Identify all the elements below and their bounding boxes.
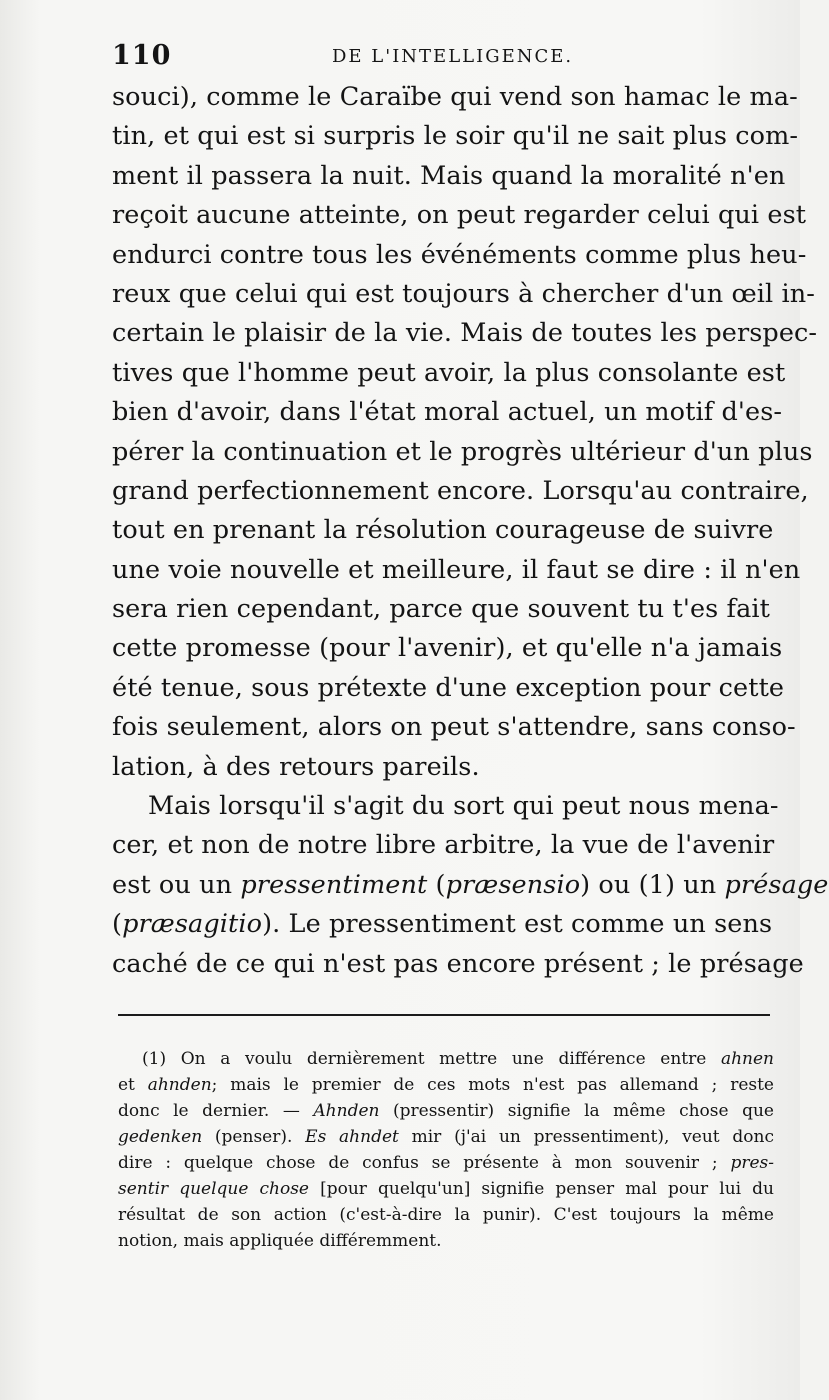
text-span: est ou un bbox=[112, 869, 241, 900]
text-span: dire : quelque chose de confus se présente à mon souvenir ; bbox=[118, 1153, 731, 1173]
footnote bbox=[118, 1046, 774, 1254]
text-span: (pressentir) signifie la même chose que bbox=[379, 1101, 774, 1121]
italic-term: pres- bbox=[730, 1153, 774, 1173]
body-text bbox=[112, 78, 829, 984]
text-line: bien d'avoir, dans l'état moral actuel, un motif d'es- bbox=[112, 397, 783, 428]
text-line bbox=[112, 866, 829, 905]
page-header bbox=[112, 40, 772, 76]
italic-term: præsagitio bbox=[122, 909, 263, 940]
text-line: été tenue, sous prétexte d'une exception pour cette bbox=[112, 672, 785, 703]
text-span: ( bbox=[427, 869, 446, 900]
text-line: grand perfectionnement encore. Lorsqu'au contraire, bbox=[112, 475, 809, 506]
footnote-line bbox=[118, 1046, 774, 1072]
text-line: souci), comme le Caraïbe qui vend son hamac le ma- bbox=[112, 82, 798, 112]
italic-term: præsensio bbox=[445, 869, 581, 900]
text-line: caché de ce qui n'est pas encore présent ; le présage bbox=[112, 948, 804, 979]
text-span: ( bbox=[112, 909, 123, 940]
text-line: tout en prenant la résolution courageuse de suivre bbox=[112, 515, 774, 546]
page-number: 110 bbox=[112, 40, 172, 71]
text-line: certain le plaisir de la vie. Mais de toutes les perspec- bbox=[112, 318, 818, 349]
italic-term: pressentiment bbox=[240, 869, 428, 900]
italic-term: ahnen bbox=[720, 1049, 774, 1069]
italic-term: Es ahndet bbox=[305, 1127, 399, 1147]
text-span: et bbox=[118, 1075, 148, 1095]
italic-term: présage bbox=[724, 869, 829, 900]
running-head: DE L'INTELLIGENCE. bbox=[332, 46, 574, 67]
italic-term: sentir quelque chose bbox=[118, 1179, 309, 1199]
italic-term: gedenken bbox=[118, 1127, 203, 1147]
footnote-line: notion, mais appliquée différemment. bbox=[118, 1231, 442, 1251]
text-span: ; mais le premier de ces mots n'est pas allemand ; reste bbox=[211, 1075, 774, 1095]
text-line: endurci contre tous les événéments comme plus heu- bbox=[112, 239, 807, 270]
text-line: reçoit aucune atteinte, on peut regarder celui qui est bbox=[112, 200, 807, 231]
italic-term: Ahnden bbox=[313, 1101, 380, 1121]
footnote-line bbox=[118, 1150, 774, 1176]
text-span: ). Le pressentiment est comme un sens bbox=[262, 909, 773, 940]
text-span: (1) On a voulu dernièrement mettre une différence entre bbox=[142, 1049, 721, 1069]
text-line: tin, et qui est si surpris le soir qu'il ne sait plus com- bbox=[112, 121, 799, 152]
text-span: [pour quelqu'un] signifie penser mal pour lui du bbox=[309, 1179, 774, 1199]
text-line: reux que celui qui est toujours à chercher d'un œil in- bbox=[112, 278, 815, 309]
text-line: sera rien cependant, parce que souvent tu t'es fait bbox=[112, 594, 770, 625]
text-line: ment il passera la nuit. Mais quand la moralité n'en bbox=[112, 160, 786, 191]
text-line: lation, à des retours pareils. bbox=[112, 751, 480, 782]
text-line bbox=[112, 905, 773, 944]
footnote-line bbox=[118, 1176, 774, 1202]
text-line: une voie nouvelle et meilleure, il faut se dire : il n'en bbox=[112, 554, 801, 585]
footnote-line bbox=[118, 1124, 774, 1150]
text-span: donc le dernier. — bbox=[118, 1101, 314, 1121]
text-span: mir (j'ai un pressentiment), veut donc bbox=[398, 1127, 774, 1147]
footnote-line bbox=[118, 1098, 774, 1124]
footnote-rule bbox=[118, 1014, 770, 1016]
text-line: pérer la continuation et le progrès ultérieur d'un plus bbox=[112, 436, 813, 467]
italic-term: ahnden bbox=[147, 1075, 212, 1095]
text-line: tives que l'homme peut avoir, la plus consolante est bbox=[112, 357, 786, 388]
footnote-line: résultat de son action (c'est-à-dire la punir). C'est toujours la même bbox=[118, 1205, 774, 1225]
text-span: (penser). bbox=[202, 1127, 306, 1147]
text-line: cette promesse (pour l'avenir), et qu'elle n'a jamais bbox=[112, 633, 783, 664]
text-line: fois seulement, alors on peut s'attendre, sans conso- bbox=[112, 712, 796, 743]
text-line: Mais lorsqu'il s'agit du sort qui peut nous mena- bbox=[148, 791, 779, 822]
text-line: cer, et non de notre libre arbitre, la vue de l'avenir bbox=[112, 830, 775, 861]
footnote-line bbox=[118, 1072, 774, 1098]
text-span: ) ou (1) un bbox=[580, 869, 725, 900]
